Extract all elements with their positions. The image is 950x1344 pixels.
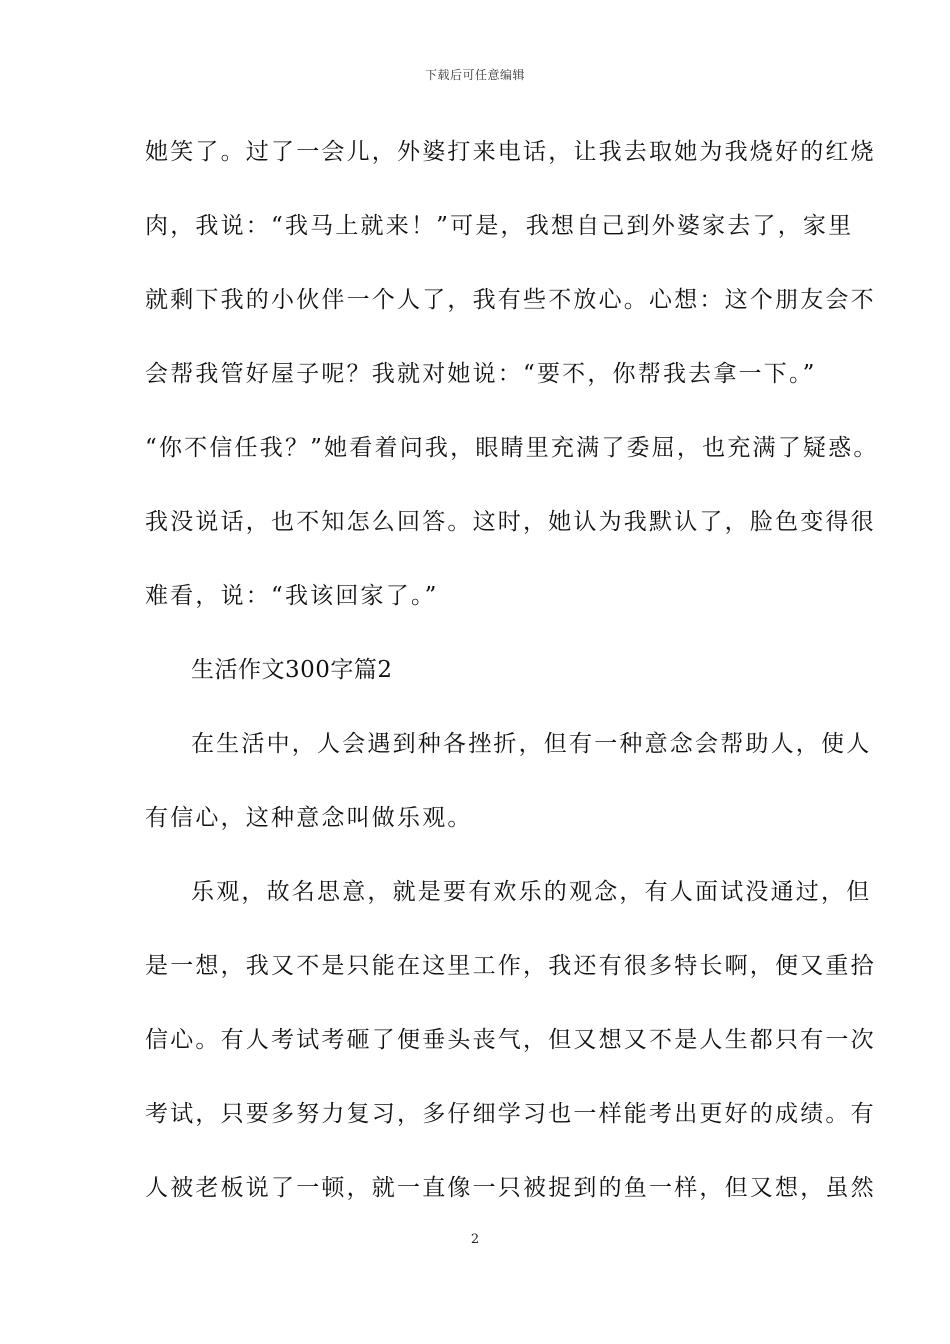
paragraph-line: 有信心，这种意念叫做乐观。 <box>145 805 473 831</box>
paragraph-line: 乐观，故名思意，就是要有欢乐的观念，有人面试没通过，但 <box>191 879 872 905</box>
paragraph-line: 信心。有人考试考砸了便垂头丧气，但又想又不是人生都只有一次 <box>145 1027 876 1053</box>
paragraph-line: 在生活中，人会遇到种各挫折，但有一种意念会帮助人，使人 <box>191 731 872 757</box>
paragraph-line: 她笑了。过了一会儿，外婆打来电话，让我去取她为我烧好的红烧 <box>145 139 876 165</box>
paragraph-line: “你不信任我？”她看着问我，眼睛里充满了委屈，也充满了疑惑。 <box>145 435 879 461</box>
paragraph-line: 是一想，我又不是只能在这里工作，我还有很多特长啊，便又重拾 <box>145 953 876 979</box>
page-header: 下载后可任意编辑 <box>424 68 525 82</box>
paragraph-line: 肉，我说：“我马上就来！”可是，我想自己到外婆家去了，家里 <box>145 213 854 239</box>
document-body <box>145 132 879 1242</box>
paragraph-line: 会帮我管好屋子呢？我就对她说：“要不，你帮我去拿一下。” <box>145 361 817 387</box>
paragraph-line: 我没说话，也不知怎么回答。这时，她认为我默认了，脸色变得很 <box>145 509 876 535</box>
paragraph-line: 难看，说：“我该回家了。” <box>145 583 439 609</box>
paragraph-line: 考试，只要多努力复习，多仔细学习也一样能考出更好的成绩。有 <box>145 1101 876 1127</box>
paragraph-line: 人被老板说了一顿，就一直像一只被捉到的鱼一样，但又想，虽然 <box>145 1175 876 1201</box>
paragraph-line: 就剩下我的小伙伴一个人了，我有些不放心。心想：这个朋友会不 <box>145 287 876 313</box>
section-heading: 生活作文300字篇2 <box>191 657 393 683</box>
page-number: 2 <box>470 1232 480 1247</box>
